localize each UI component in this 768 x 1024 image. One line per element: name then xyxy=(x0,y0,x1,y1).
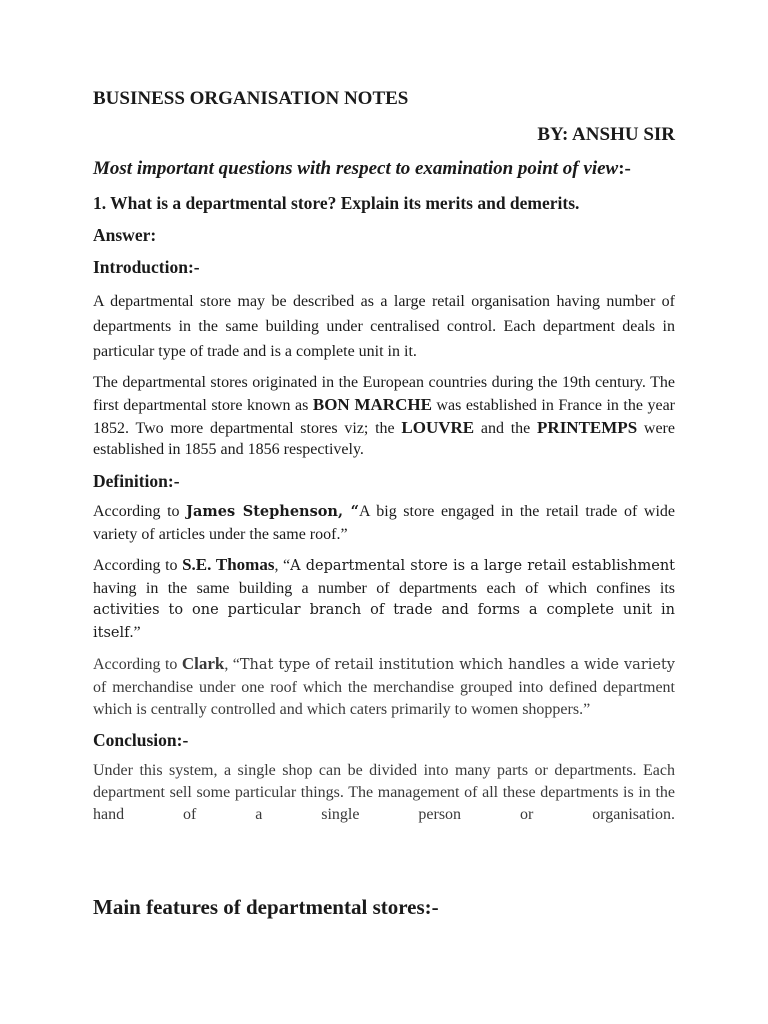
intro-text: was established in France in the year 1852. Two more departmental stores viz; the xyxy=(93,396,675,437)
definition-text: According to xyxy=(93,503,187,521)
introduction-heading: Introduction:- xyxy=(93,257,200,277)
definition-text: A big store engaged in the retail trade of wide variety of articles under the same roof xyxy=(93,503,675,543)
definition-thomas xyxy=(93,554,675,645)
document-page xyxy=(93,86,675,826)
definition-text: activities to one particular branch of trade and forms a complete unit in itself xyxy=(93,602,675,642)
louvre-name: LOUVRE xyxy=(401,417,475,437)
introduction-paragraph-2 xyxy=(93,372,675,461)
definition-clark xyxy=(93,653,675,720)
answer-heading: Answer: xyxy=(93,225,157,245)
definition-text: According to xyxy=(93,655,182,673)
definition-heading: Definition:- xyxy=(93,471,180,492)
intro-text: were established in 1855 and 1856 respectively. xyxy=(93,419,675,459)
definition-text: , “ xyxy=(274,556,291,574)
important-questions-text: Most important questions with respect to examination point of view xyxy=(93,158,619,179)
definition-text: of merchandise under one roof which the merchandise grouped into defined department which is centrally controlled and which caters primarily to women shoppers.” xyxy=(93,678,675,718)
author-byline: BY: ANSHU SIR xyxy=(537,124,675,145)
question-1: 1. What is a departmental store? Explain its merits and demerits. xyxy=(93,193,580,213)
important-questions-suffix: :- xyxy=(618,158,631,179)
intro-text: The departmental stores originated in the European countries during the 19th century. The first departmental store known as xyxy=(93,374,675,414)
definition-text: A departmental store is a large retail establishment xyxy=(290,557,675,574)
features-heading: Main features of departmental stores:- xyxy=(93,895,439,919)
document-title: BUSINESS ORGANISATION NOTES xyxy=(93,88,409,109)
definition-text: .” xyxy=(129,624,141,642)
printemps-name: PRINTEMPS xyxy=(537,417,638,437)
definition-text: That type of retail institution which handles a wide variety xyxy=(239,656,675,673)
definition-stephenson xyxy=(93,501,675,546)
bon-marche-name: BON MARCHE xyxy=(312,394,432,414)
important-questions-line xyxy=(93,156,675,181)
definition-text: .” xyxy=(336,525,348,543)
definition-text: According to xyxy=(93,556,183,574)
intro-text: and the xyxy=(474,419,538,437)
clark-name: Clark xyxy=(181,653,225,673)
definition-text: having in the same building a number of departments each of which confines its xyxy=(93,579,675,597)
definition-text: , “ xyxy=(224,655,240,673)
conclusion-paragraph: Under this system, a single shop can be divided into many parts or departments. Each department sell some particular things. The management of all these departments is in the hand of a single person or organisation. xyxy=(93,762,675,823)
thomas-name: S.E. Thomas xyxy=(182,554,275,574)
stephenson-name: James Stephenson, “ xyxy=(186,503,359,521)
conclusion-heading: Conclusion:- xyxy=(93,730,189,751)
introduction-paragraph-1: A departmental store may be described as a large retail organisation having number of departments in the same building under centralised control. Each department deals in particular type of trade and is a complete unit in it. xyxy=(93,293,675,360)
